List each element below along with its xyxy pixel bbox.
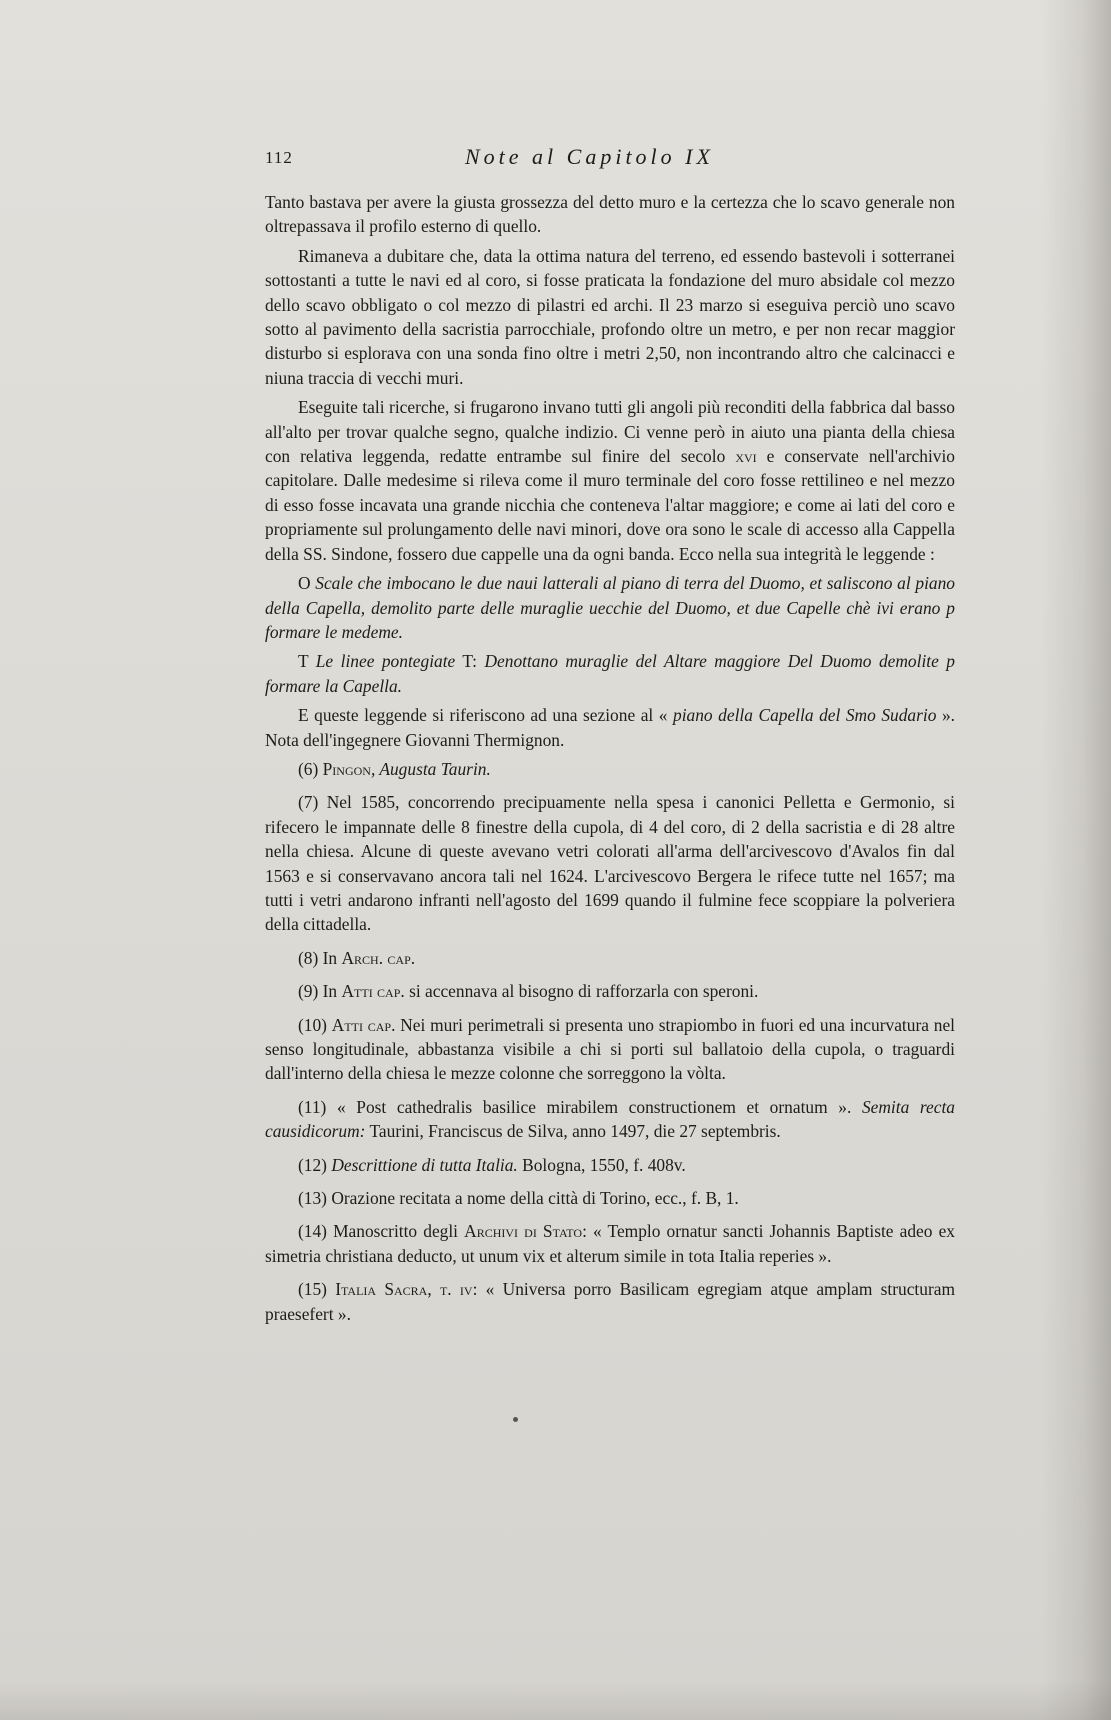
body-text xyxy=(265,190,955,1335)
footnote-14: (14) Manoscritto degli Archivi di Stato: « Templo ornatur sancti Johannis Baptiste adeo ex simetria christiana deducto, ut unum vix et alterum simile in tota Italia reperies ». xyxy=(265,1221,955,1266)
footnote-9: (9) In Atti cap. si accennava al bisogno di rafforzarla con speroni. xyxy=(298,981,759,1002)
legend-t: T Le linee pontegiate T: Denottano muraglie del Altare maggiore Del Duomo demolite p formare la Capella. xyxy=(265,651,955,696)
century-numeral: xvi xyxy=(735,446,757,467)
page-edge-shadow xyxy=(1041,0,1111,1720)
footnote-10: (10) Atti cap. Nei muri perimetrali si presenta uno strapiombo in fuori ed una incurvatura nel senso longitudinale, abbastanza visibile a chi si porti sul ballatoio della cupola, o traguardi dall'interno della chiesa le mezze colonne che sorreggono la vòlta. xyxy=(265,1014,955,1084)
legend-o-text: Scale che imbocano le due naui latterali al piano di terra del Duomo, et saliscono al piano della Capella, demolito parte delle muraglie uecchie del Duomo, et due Capelle chè ivi erano p formare le medeme. xyxy=(265,573,955,642)
footnote-15: (15) Italia Sacra, t. iv: « Universa porro Basilicam egregiam atque amplam structuram praesefert ». xyxy=(265,1279,955,1324)
footnote-8: (8) In Arch. cap. xyxy=(298,947,416,968)
legend-o-mark: O xyxy=(298,573,316,594)
paragraph-4: E queste leggende si riferiscono ad una sezione al « piano della Capella del Smo Sudario ». Nota dell'ingegnere Giovanni Thermignon. xyxy=(265,705,955,750)
footnote-6: (6) Pingon, Augusta Taurin. xyxy=(298,758,491,779)
ink-speck xyxy=(513,1417,518,1422)
footnote-7: (7) Nel 1585, concorrendo precipuamente nella spesa i canonici Pelletta e Germonio, si rifecero le impannate delle 8 finestre della cupola, di 4 del coro, di 2 della sacristia e di 28 altre nella chiesa. Alcune di queste avevano vetri colorati all'arma dell'arcivescovo d'Avalos fin dal 1563 e si conservavano ancora tali nel 1624. L'arcivescovo Bergera le rifece tutte nel 1657; ma tutti i vetri andarono infranti nell'agosto del 1699 quando il fulmine fece scoppiare la polveriera della cittadella. xyxy=(265,792,955,935)
legend-t-mark: T xyxy=(298,651,316,672)
page-bottom-shadow xyxy=(0,1680,1111,1720)
running-title: Note al Capitolo IX xyxy=(465,144,714,169)
footnote-13: (13) Orazione recitata a nome della città di Torino, ecc., f. B, 1. xyxy=(298,1188,739,1209)
page-header xyxy=(265,144,955,174)
paragraph-2: Rimaneva a dubitare che, data la ottima natura del terreno, ed essendo bastevoli i sotterranei sottostanti a tutte le navi ed al coro, si fosse praticata la fondazione del muro absidale col mezzo dello scavo obbligato o col mezzo di pilastri ed archi. Il 23 marzo si eseguiva perciò uno scavo sotto al pavimento della sacristia parrocchiale, profondo oltre un metro, e per non recar maggior disturbo si esplorava con una sonda fino oltre i metri 2,50, non incontrando altro che calcinacci e niuna traccia di vecchi muri. xyxy=(265,245,955,388)
page-number: 112 xyxy=(265,148,293,167)
paragraph-1: Tanto bastava per avere la giusta grossezza del detto muro e la certezza che lo scavo generale non oltrepassava il profilo esterno di quello. xyxy=(265,192,955,237)
footnote-12: (12) Descrittione di tutta Italia. Bologna, 1550, f. 408v. xyxy=(298,1154,686,1175)
paragraph-3: Eseguite tali ricerche, si frugarono invano tutti gli angoli più reconditi della fabbrica dal basso all'alto per trovar qualche segno, qualche indizio. Ci venne però in aiuto una pianta della chiesa con relativa leggenda, redatte entrambe sul finire del secolo xvi e conservate nell'archivio capitolare. Dalle medesime si rileva come il muro terminale del coro fosse rettilineo e nel mezzo di esso fosse incavata una grande nicchia che conteneva l'altar maggiore; e come ai lati del coro e propriamente sul prolungamento delle navi minori, dove ora sono le scale di accesso alla Cappella della SS. Sindone, fossero due cappelle una da ogni banda. Ecco nella sua integrità le leggende : xyxy=(265,397,956,564)
legend-o xyxy=(265,571,955,644)
footnote-11: (11) « Post cathedralis basilice mirabilem constructionem et ornatum ». Semita recta causidicorum: Taurini, Franciscus de Silva, anno 1497, die 27 septembris. xyxy=(265,1096,955,1142)
